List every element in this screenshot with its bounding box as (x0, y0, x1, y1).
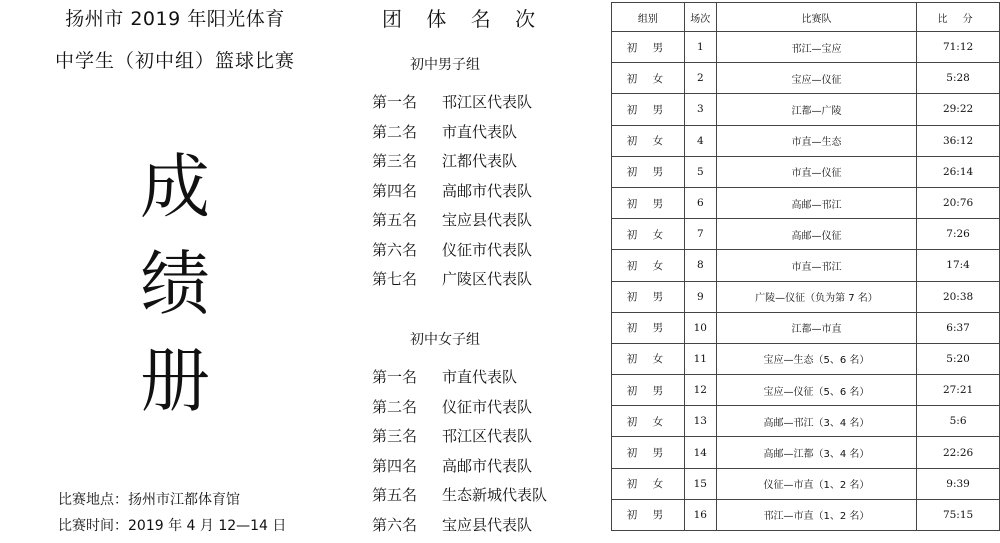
girls-rank-item (372, 484, 547, 514)
rank-team: 邗江区代表队 (442, 91, 532, 112)
rank-place: 第五名 (372, 209, 442, 230)
girls-group-title: 初中女子组 (410, 329, 480, 349)
score-cell: 5:20 (917, 343, 1000, 374)
boys-rank-item (372, 150, 532, 180)
score-cell: 29:22 (917, 94, 1000, 125)
game-no-cell: 14 (684, 437, 716, 468)
group-cell: 初 女 (612, 406, 685, 437)
game-no-cell: 10 (684, 312, 716, 343)
teams-cell: 市直—邗江 (716, 250, 916, 281)
score-cell: 75:15 (917, 499, 1000, 530)
rank-team: 广陵区代表队 (442, 268, 532, 289)
results-table (611, 2, 1000, 531)
results-body (612, 32, 1000, 531)
table-row (612, 343, 1000, 374)
table-row (612, 187, 1000, 218)
group-cell: 初 女 (612, 468, 685, 499)
score-cell: 9:39 (917, 468, 1000, 499)
boys-rank-item (372, 121, 532, 151)
score-cell: 7:26 (917, 219, 1000, 250)
teams-cell: 市直—生态 (716, 125, 916, 156)
score-cell: 20:76 (917, 187, 1000, 218)
girls-ranking-list (372, 366, 547, 543)
rank-team: 市直代表队 (442, 366, 517, 387)
girls-rank-item (372, 396, 547, 426)
rank-place: 第六名 (372, 239, 442, 260)
rank-place: 第四名 (372, 455, 442, 476)
teams-cell: 高邮—江都（3、4 名） (716, 437, 916, 468)
group-cell: 初 男 (612, 281, 685, 312)
dates-text: 比赛时间：2019 年 4 月 12—14 日 (58, 515, 286, 535)
rankings-panel (350, 0, 595, 535)
teams-cell: 宝应—仪征 (716, 63, 916, 94)
table-row (612, 281, 1000, 312)
rank-place: 第二名 (372, 396, 442, 417)
table-row (612, 125, 1000, 156)
boys-rank-item (372, 180, 532, 210)
cover-char-1: 成 (135, 152, 215, 222)
boys-ranking-list (372, 91, 532, 298)
group-cell: 初 男 (612, 32, 685, 63)
teams-cell: 高邮—邗江 (716, 187, 916, 218)
game-no-cell: 16 (684, 499, 716, 530)
group-cell: 初 女 (612, 343, 685, 374)
game-no-cell: 9 (684, 281, 716, 312)
rank-team: 高邮市代表队 (442, 455, 532, 476)
table-row (612, 499, 1000, 530)
score-cell: 20:38 (917, 281, 1000, 312)
cover-panel (0, 0, 350, 535)
table-row (612, 437, 1000, 468)
table-row (612, 375, 1000, 406)
girls-rank-item (372, 514, 547, 543)
group-cell: 初 男 (612, 94, 685, 125)
group-cell: 初 男 (612, 499, 685, 530)
rankings-heading: 团 体 名 次 (382, 3, 544, 32)
table-row (612, 94, 1000, 125)
rank-team: 市直代表队 (442, 121, 517, 142)
rank-team: 宝应县代表队 (442, 209, 532, 230)
table-row (612, 468, 1000, 499)
rank-team: 邗江区代表队 (442, 425, 532, 446)
table-row (612, 32, 1000, 63)
boys-rank-item (372, 91, 532, 121)
rank-place: 第一名 (372, 366, 442, 387)
teams-cell: 宝应—仪征（5、6 名） (716, 375, 916, 406)
boys-rank-item (372, 268, 532, 298)
group-cell: 初 男 (612, 312, 685, 343)
rank-place: 第二名 (372, 121, 442, 142)
header-group: 组别 (612, 3, 685, 32)
score-cell: 36:12 (917, 125, 1000, 156)
header-teams: 比赛队 (716, 3, 916, 32)
rank-place: 第三名 (372, 150, 442, 171)
score-cell: 26:14 (917, 156, 1000, 187)
group-cell: 初 男 (612, 437, 685, 468)
venue-text: 比赛地点：扬州市江都体育馆 (58, 489, 240, 509)
group-cell: 初 女 (612, 63, 685, 94)
game-no-cell: 7 (684, 219, 716, 250)
rank-place: 第三名 (372, 425, 442, 446)
score-cell: 22:26 (917, 437, 1000, 468)
score-cell: 17:4 (917, 250, 1000, 281)
game-no-cell: 6 (684, 187, 716, 218)
table-row (612, 156, 1000, 187)
teams-cell: 高邮—邗江（3、4 名） (716, 406, 916, 437)
girls-rank-item (372, 366, 547, 396)
table-row (612, 250, 1000, 281)
score-cell: 71:12 (917, 32, 1000, 63)
table-header-row (612, 3, 1000, 32)
teams-cell: 仪征—市直（1、2 名） (716, 468, 916, 499)
table-row (612, 406, 1000, 437)
teams-cell: 市直—仪征 (716, 156, 916, 187)
table-row (612, 219, 1000, 250)
rank-place: 第五名 (372, 484, 442, 505)
rank-place: 第四名 (372, 180, 442, 201)
event-title-line1: 扬州市 2019 年阳光体育 (0, 4, 350, 31)
rank-team: 高邮市代表队 (442, 180, 532, 201)
table-row (612, 312, 1000, 343)
group-cell: 初 女 (612, 125, 685, 156)
table-row (612, 63, 1000, 94)
game-no-cell: 5 (684, 156, 716, 187)
game-no-cell: 13 (684, 406, 716, 437)
group-cell: 初 男 (612, 375, 685, 406)
score-cell: 27:21 (917, 375, 1000, 406)
score-cell: 6:37 (917, 312, 1000, 343)
rank-place: 第六名 (372, 514, 442, 535)
girls-rank-item (372, 455, 547, 485)
group-cell: 初 女 (612, 219, 685, 250)
group-cell: 初 女 (612, 250, 685, 281)
boys-group-title: 初中男子组 (410, 54, 480, 74)
teams-cell: 广陵—仪征（负为第 7 名） (716, 281, 916, 312)
rank-team: 仪征市代表队 (442, 396, 532, 417)
game-no-cell: 4 (684, 125, 716, 156)
rank-place: 第七名 (372, 268, 442, 289)
boys-rank-item (372, 209, 532, 239)
game-no-cell: 3 (684, 94, 716, 125)
group-cell: 初 男 (612, 156, 685, 187)
boys-rank-item (372, 239, 532, 269)
teams-cell: 江都—市直 (716, 312, 916, 343)
header-score: 比 分 (917, 3, 1000, 32)
game-no-cell: 2 (684, 63, 716, 94)
rank-place: 第一名 (372, 91, 442, 112)
game-no-cell: 11 (684, 343, 716, 374)
score-cell: 5:6 (917, 406, 1000, 437)
rank-team: 江都代表队 (442, 150, 517, 171)
rank-team: 仪征市代表队 (442, 239, 532, 260)
cover-char-2: 绩 (135, 249, 215, 319)
teams-cell: 高邮—仪征 (716, 219, 916, 250)
header-game-no: 场次 (684, 3, 716, 32)
game-no-cell: 12 (684, 375, 716, 406)
cover-char-3: 册 (135, 346, 215, 416)
game-no-cell: 8 (684, 250, 716, 281)
rank-team: 宝应县代表队 (442, 514, 532, 535)
teams-cell: 邗江—宝应 (716, 32, 916, 63)
game-no-cell: 15 (684, 468, 716, 499)
rank-team: 生态新城代表队 (442, 484, 547, 505)
teams-cell: 江都—广陵 (716, 94, 916, 125)
score-cell: 5:28 (917, 63, 1000, 94)
game-no-cell: 1 (684, 32, 716, 63)
event-title-line2: 中学生（初中组）篮球比赛 (0, 46, 350, 73)
girls-rank-item (372, 425, 547, 455)
teams-cell: 宝应—生态（5、6 名） (716, 343, 916, 374)
group-cell: 初 男 (612, 187, 685, 218)
teams-cell: 邗江—市直（1、2 名） (716, 499, 916, 530)
